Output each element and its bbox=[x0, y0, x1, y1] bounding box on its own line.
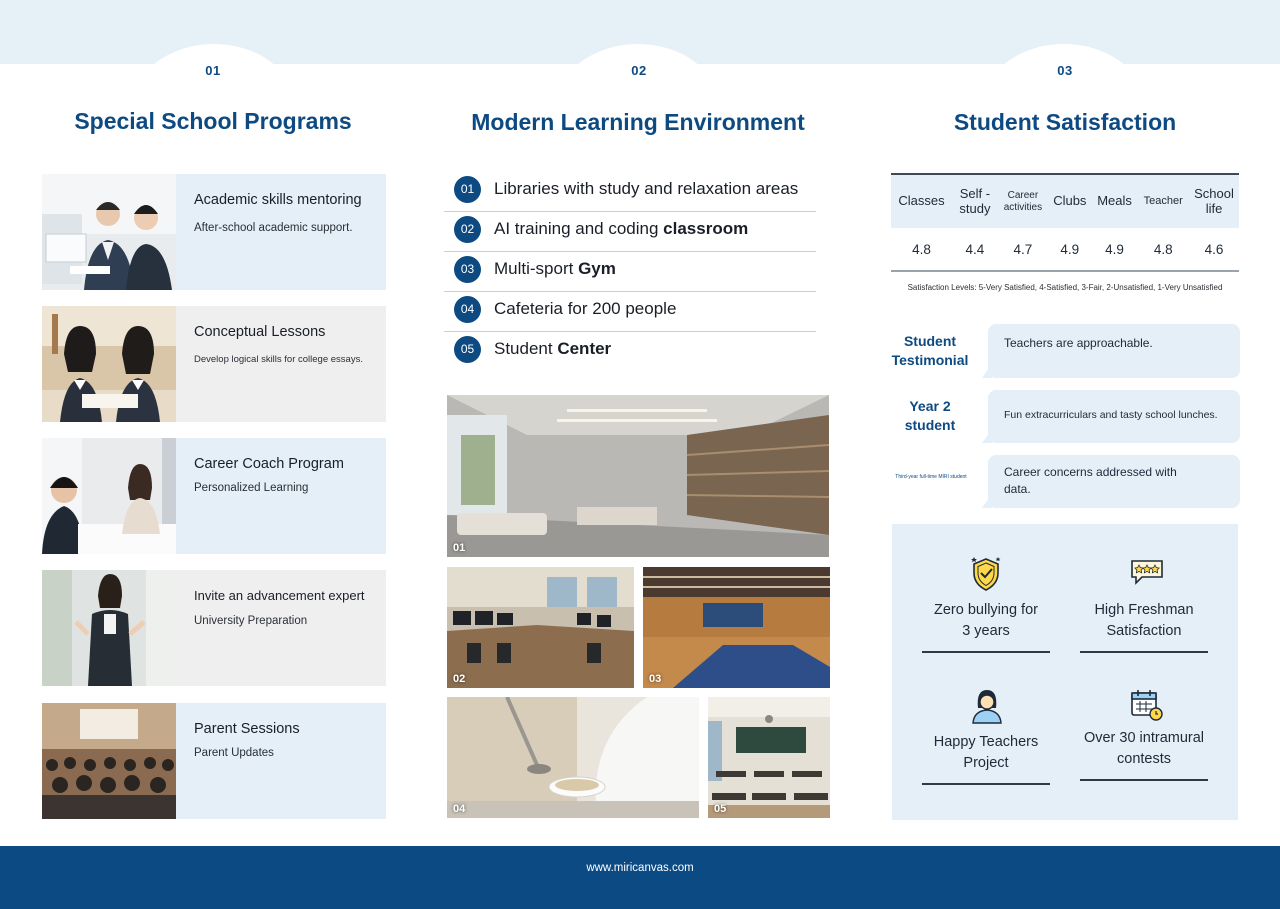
table-header-row bbox=[891, 174, 1239, 228]
table-cell: 4.8 bbox=[1153, 242, 1173, 257]
cafeteria-photo bbox=[447, 697, 699, 818]
mentoring-photo bbox=[42, 174, 176, 290]
list-item: 01 Libraries with study and relaxation areas bbox=[444, 172, 816, 212]
program-card bbox=[42, 306, 386, 422]
testimonial-bubble: Teachers are approachable. bbox=[988, 324, 1240, 378]
program-card bbox=[42, 174, 386, 290]
testimonial-label: Student Testimonial bbox=[891, 333, 969, 368]
table-header: Clubs bbox=[1053, 193, 1087, 209]
program-card bbox=[42, 438, 386, 554]
satisfaction-note: Satisfaction Levels: 5-Very Satisfied, 4-Satisfied, 3-Fair, 2-Unsatisfied, 1-Very Unsatisfied bbox=[907, 283, 1223, 292]
photo-number: 01 bbox=[453, 542, 466, 554]
footer-url[interactable]: www.miricanvas.com bbox=[586, 862, 694, 874]
photo-number: 02 bbox=[453, 673, 466, 685]
calendar-icon bbox=[1129, 688, 1159, 718]
table-header: Career activities bbox=[1003, 190, 1043, 213]
table-row bbox=[891, 228, 1239, 271]
photo-number: 04 bbox=[453, 803, 466, 815]
program-title: Conceptual Lessons bbox=[194, 324, 326, 340]
program-card bbox=[42, 570, 386, 686]
footer bbox=[0, 846, 1280, 909]
program-description: Personalized Learning bbox=[194, 482, 309, 494]
table-header: Meals bbox=[1097, 193, 1132, 209]
table-header: School life bbox=[1194, 185, 1234, 216]
table-cell: 4.9 bbox=[1105, 242, 1124, 257]
testimonial-bubble: Career concerns addressed with data. bbox=[988, 455, 1240, 508]
lesson-photo bbox=[42, 306, 176, 422]
table-cell: 4.4 bbox=[965, 242, 985, 257]
career-coach-photo bbox=[42, 438, 176, 554]
program-description: Parent Updates bbox=[194, 747, 274, 759]
number-badge: 03 bbox=[454, 256, 481, 283]
list-item: 05 Student Center bbox=[444, 332, 816, 372]
stat-item bbox=[921, 556, 1051, 653]
stat-label: Happy Teachers Project bbox=[933, 734, 1039, 772]
column-number: 02 bbox=[631, 63, 647, 78]
stat-label: High Freshman Satisfaction bbox=[1094, 602, 1194, 640]
column-title: Special School Programs bbox=[74, 108, 352, 134]
table-cell: 4.9 bbox=[1060, 242, 1080, 257]
column-number: 01 bbox=[205, 63, 221, 78]
stat-item bbox=[1079, 556, 1209, 653]
program-title: Career Coach Program bbox=[194, 456, 344, 472]
parent-session-photo bbox=[42, 703, 176, 819]
program-title: Invite an advancement expert bbox=[194, 588, 365, 603]
expert-photo bbox=[42, 570, 176, 686]
number-badge: 05 bbox=[454, 336, 481, 363]
table-header: Classes bbox=[898, 193, 945, 209]
program-title: Parent Sessions bbox=[194, 721, 300, 737]
number-badge: 04 bbox=[454, 296, 481, 323]
testimonial-bubble: Fun extracurriculars and tasty school lunches. bbox=[988, 390, 1240, 443]
table-cell: 4.6 bbox=[1204, 242, 1224, 257]
computer-lab-photo bbox=[447, 567, 634, 688]
program-description: University Preparation bbox=[194, 615, 308, 627]
program-card bbox=[42, 703, 386, 819]
program-description: Develop logical skills for college essays. bbox=[194, 354, 363, 365]
column-title: Modern Learning Environment bbox=[471, 109, 805, 135]
table-cell: 4.7 bbox=[1013, 242, 1033, 257]
stat-item bbox=[1079, 688, 1209, 781]
number-badge: 02 bbox=[454, 216, 481, 243]
stat-label: Over 30 intramural contests bbox=[1083, 730, 1205, 768]
list-item: 03 Multi-sport Gym bbox=[444, 252, 816, 292]
shield-check-icon bbox=[971, 556, 1001, 586]
stat-item bbox=[921, 688, 1051, 785]
photo-number: 05 bbox=[714, 803, 727, 815]
testimonial-label: Year 2 student bbox=[904, 398, 956, 433]
teacher-icon bbox=[971, 688, 1001, 724]
table-cell: 4.8 bbox=[912, 242, 931, 257]
column-number: 03 bbox=[1057, 63, 1073, 78]
list-item: 04 Cafeteria for 200 people bbox=[444, 292, 816, 332]
testimonial-label: Third-year full-time MIRI student bbox=[895, 474, 967, 480]
classroom-photo bbox=[708, 697, 830, 818]
photo-number: 03 bbox=[649, 673, 662, 685]
program-title: Academic skills mentoring bbox=[194, 192, 362, 208]
rating-stars-icon bbox=[1129, 556, 1159, 586]
program-description: After-school academic support. bbox=[194, 222, 353, 234]
library-photo bbox=[447, 395, 829, 557]
satisfaction-table bbox=[891, 173, 1239, 271]
column-title: Student Satisfaction bbox=[953, 109, 1177, 135]
table-header: Self -study bbox=[959, 185, 991, 216]
number-badge: 01 bbox=[454, 176, 481, 203]
environment-list bbox=[444, 172, 816, 372]
list-item: 02 AI training and coding classroom bbox=[444, 212, 816, 252]
table-header: Teacher bbox=[1143, 195, 1183, 208]
stat-label: Zero bullying for 3 years bbox=[934, 602, 1038, 640]
gym-photo bbox=[643, 567, 830, 688]
